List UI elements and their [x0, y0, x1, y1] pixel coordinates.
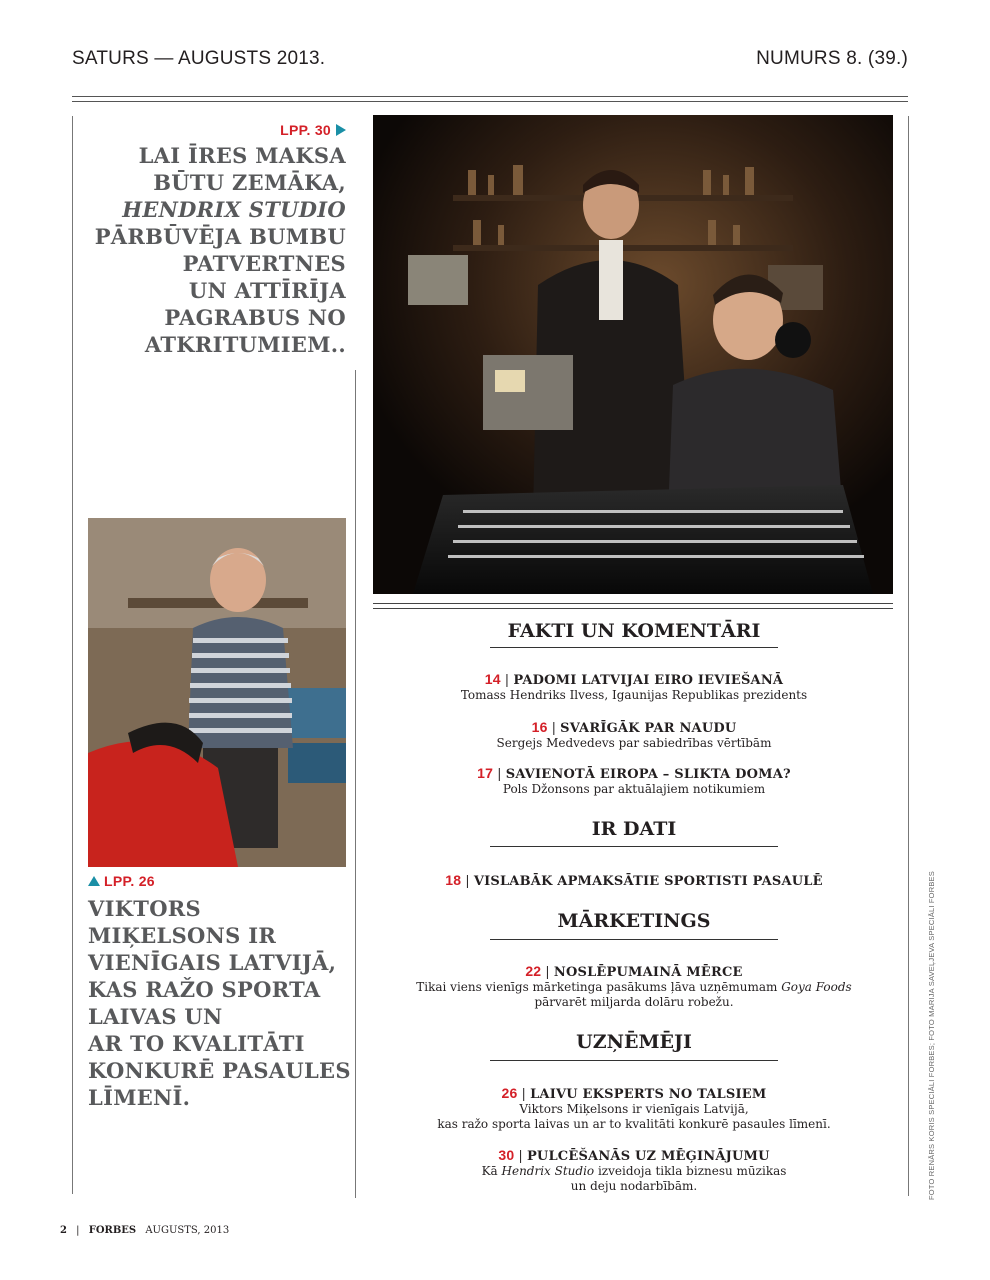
arrow-right-icon — [336, 124, 346, 136]
page-footer — [60, 1225, 229, 1236]
toc-description-text: Kā — [481, 1164, 502, 1178]
arrow-up-icon — [88, 876, 100, 886]
studio-photo — [373, 115, 893, 594]
toc-description-text: Tikai viens vienīgs mārketinga pasākums ļāva uzņēmumam — [416, 980, 782, 994]
toc-title: PADOMI LATVIJAI EIRO IEVIEŠANĀ — [513, 673, 784, 688]
photo-credit: FOTO RENĀRS KORIS SPECIĀLI FORBES; FOTO MARIJA SAVEĻJEVA SPECIĀLI FORBES — [927, 871, 936, 1200]
header-rule-bottom — [72, 101, 908, 102]
footer-separator: | — [76, 1225, 80, 1236]
feature-bottom-page-link[interactable] — [88, 873, 155, 889]
toc-description: Tomass Hendriks Ilvess, Igaunijas Republikas prezidents — [460, 688, 808, 702]
section-title-uznemeji: UZŅĒMĒJI — [576, 1031, 692, 1053]
toc-description-emphasis: Hendrix Studio — [501, 1164, 595, 1178]
footer-date: AUGUSTS, 2013 — [145, 1225, 230, 1236]
feature-top-headline — [66, 142, 346, 358]
header-section-date: SATURS — AUGUSTS 2013. — [72, 48, 326, 69]
toc-entry[interactable]: 18 | VISLABĀK APMAKSĀTIE SPORTISTI PASAULĒ — [445, 872, 823, 889]
toc-description-line2: un deju nodarbībām. — [570, 1179, 698, 1193]
toc-entry[interactable]: 30 | PULCĒŠANĀS UZ MĒĢINĀJUMU Kā Hendrix Studio izveidoja tikla biznesu mūzikas un deju nodarbībām. — [380, 1147, 888, 1194]
section-rule-marketings — [490, 939, 778, 940]
toc-description: Sergejs Medvedevs par sabiedrības vērtībām — [496, 736, 772, 750]
feature-bottom-headline — [88, 895, 358, 1111]
toc-description — [380, 1164, 888, 1179]
toc-title: LAIVU EKSPERTS NO TALSIEM — [530, 1087, 767, 1102]
header-rule-top — [72, 96, 908, 97]
toc-description: Pols Džonsons par aktuālajiem notikumiem — [502, 782, 766, 796]
toc-page-number: 26 — [501, 1085, 518, 1101]
section-title-marketings: MĀRKETINGS — [557, 910, 711, 932]
header-issue-number: NUMURS 8. (39.) — [756, 48, 908, 69]
toc-entry[interactable]: 16 | SVARĪGĀK PAR NAUDU Sergejs Medvedevs par sabiedrības vērtībām — [380, 719, 888, 751]
section-rule-fakti — [490, 647, 778, 648]
feature-top-line: UN ATTĪRĪJA — [188, 278, 346, 303]
section-rule-ir-dati — [490, 846, 778, 847]
toc-entry[interactable]: 26 | LAIVU EKSPERTS NO TALSIEM Viktors Miķelsons ir vienīgais Latvijā, kas ražo sporta laivas un ar to kvalitāti konkurē pasaules līmenī. — [380, 1085, 888, 1132]
feature-top-page-ref: LPP. 30 — [280, 122, 331, 138]
feature-bottom-line: VIKTORS — [88, 896, 202, 921]
toc-page-number: 16 — [531, 719, 548, 735]
feature-bottom-line: LĪMENĪ. — [88, 1085, 191, 1110]
right-divider — [908, 116, 909, 1196]
feature-bottom-line: AR TO KVALITĀTI — [88, 1031, 305, 1056]
feature-top-line: PAGRABUS NO — [164, 305, 346, 330]
photo-rule-2 — [373, 608, 893, 609]
toc-entry[interactable]: 17 | SAVIENOTĀ EIROPA – SLIKTA DOMA? Pols Džonsons par aktuālajiem notikumiem — [380, 765, 888, 797]
toc-page-number: 17 — [477, 765, 494, 781]
toc-description-line2: pārvarēt miljarda dolāru robežu. — [534, 995, 734, 1009]
feature-top-line: BŪTU ZEMĀKA, — [153, 170, 346, 195]
toc-page-number: 18 — [445, 872, 462, 888]
toc-page-number: 22 — [525, 963, 542, 979]
toc-title: VISLABĀK APMAKSĀTIE SPORTISTI PASAULĒ — [473, 874, 823, 889]
feature-top-line: LAI ĪRES MAKSA — [138, 143, 346, 168]
toc-entry[interactable]: 22 | NOSLĒPUMAINĀ MĒRCE Tikai viens vienīgs mārketinga pasākums ļāva uzņēmumam Goya Foods pārvarēt miljarda dolāru robežu. — [380, 963, 888, 1010]
feature-bottom-line: MIĶELSONS IR — [88, 923, 277, 948]
section-title-fakti: FAKTI UN KOMENTĀRI — [507, 620, 761, 642]
footer-page-number: 2 — [60, 1225, 67, 1236]
section-rule-uznemeji — [490, 1060, 778, 1061]
feature-bottom-page-ref: LPP. 26 — [104, 873, 155, 889]
feature-top-line: PATVERTNES — [182, 251, 346, 276]
toc-title: NOSLĒPUMAINĀ MĒRCE — [553, 965, 743, 980]
feature-bottom-line: KAS RAŽO SPORTA — [88, 977, 321, 1002]
photo-rule-1 — [373, 603, 893, 604]
toc-title: SAVIENOTĀ EIROPA – SLIKTA DOMA? — [505, 767, 791, 782]
toc-page-number: 30 — [498, 1147, 515, 1163]
toc-description: Viktors Miķelsons ir vienīgais Latvijā, — [519, 1102, 749, 1116]
feature-top-line: HENDRIX STUDIO — [122, 197, 346, 222]
toc-page-number: 14 — [484, 671, 501, 687]
toc-description-line2: kas ražo sporta laivas un ar to kvalitāti konkurē pasaules līmenī. — [437, 1117, 831, 1131]
section-title-ir-dati: IR DATI — [591, 818, 677, 840]
feature-top-page-link[interactable] — [280, 122, 346, 138]
feature-top-line: ATKRITUMIEM.. — [144, 332, 346, 357]
toc-description-text: izveidoja tikla biznesu mūzikas — [594, 1164, 787, 1178]
boatmaker-photo — [88, 518, 346, 867]
toc-entry[interactable]: 14 | PADOMI LATVIJAI EIRO IEVIEŠANĀ Tomass Hendriks Ilvess, Igaunijas Republikas prezidents — [380, 671, 888, 703]
feature-top-line: PĀRBŪVĒJA BUMBU — [94, 224, 346, 249]
toc-title: SVARĪGĀK PAR NAUDU — [560, 721, 737, 736]
feature-bottom-line: KONKURĒ PASAULES — [88, 1058, 351, 1083]
toc-title: PULCĒŠANĀS UZ MĒĢINĀJUMU — [526, 1149, 770, 1164]
toc-description — [380, 980, 888, 995]
feature-bottom-line: LAIVAS UN — [88, 1004, 223, 1029]
feature-bottom-line: VIENĪGAIS LATVIJĀ, — [88, 950, 337, 975]
toc-description-emphasis: Goya Foods — [781, 980, 852, 994]
footer-magazine: FORBES — [88, 1225, 137, 1236]
